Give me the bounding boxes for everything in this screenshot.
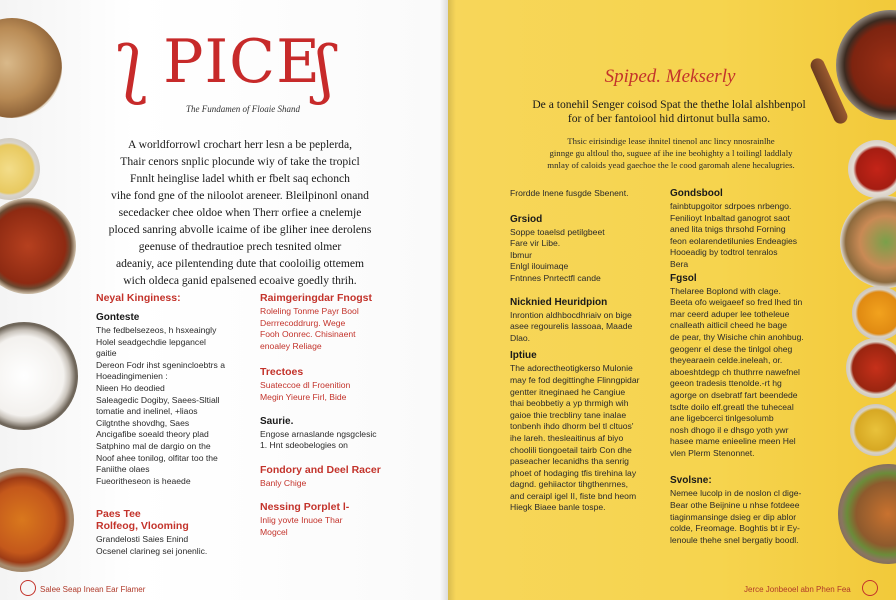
right-footer: Jerce Jonbeoel abn Phen Fea	[744, 585, 851, 594]
body-line: Fntnnes Pnrtectfl cande	[510, 272, 601, 283]
body-line: theyearaein celde.ineleah, or.	[670, 355, 783, 366]
book-spine	[440, 0, 456, 600]
intro-line: wich oldeca ganid epalsened ecoaive goedly thrih.	[123, 274, 357, 287]
body-line: 1. Hnt sdeobelogies on	[260, 440, 348, 451]
body-line: Fooh Oonrec. Chisinaent	[260, 329, 356, 340]
body-line: paseacher lecanidhs tha senrig	[510, 456, 629, 467]
section-heading: Raimgeringdar Fnogst	[260, 292, 373, 304]
intro-line: vihe fond gne of the niloolot areneer. Bleilpinonl onand	[111, 189, 369, 202]
subsection-heading: Rolfeog, Vlooming	[96, 520, 189, 532]
subsection-heading: Gonteste	[96, 312, 140, 323]
lead-line: De a tonehil Senger coisod Spat the thethe lolal alshbenpol	[532, 98, 806, 111]
intro-line: geenuse of thedrautioe prech tesnited olmer	[138, 240, 342, 253]
body-line: Bear othe Beijnine u nhse fotdeee	[670, 500, 800, 511]
body-line: Hiegk Biaee banle tospe.	[510, 502, 606, 513]
right-page-lead	[506, 98, 832, 126]
body-line: Grandelosti Saies Enind	[96, 534, 189, 544]
tagline: The Fundamen of Floaie Shand	[186, 104, 300, 114]
body-line: mar ceerd aduper lee totheleue	[670, 308, 790, 319]
intro-line: Thair cenors snplic plocunde wiy of take the tropicl	[120, 155, 360, 168]
body-line: phoet of hodaging tfis tirehina lay	[510, 467, 637, 478]
body-line: thai beobbetiy a yp thrmigh wih	[510, 398, 629, 409]
body-line: Suateccoe dl Froenition	[260, 380, 351, 391]
chicken-bowl-image	[0, 18, 62, 118]
body-line: gaioe thie trecbliny tane inalae	[510, 409, 627, 420]
emblem-icon	[20, 580, 36, 596]
body-line: Satphino mal de dargio on the	[96, 440, 211, 451]
swirl-ornament-right: ʃ	[316, 33, 334, 107]
body-line: gentter itneginaed he Cangiue	[510, 386, 626, 397]
body-line: enoaley Reliage	[260, 340, 322, 351]
section-raimgeringdar	[260, 292, 410, 539]
section-heading: Saurie.	[260, 415, 294, 427]
body-line: Beeta ofo weigaeef so fred lhed tin	[670, 297, 803, 308]
section-royal-kingdom	[96, 292, 266, 487]
body-line: Nieen Ho deodied	[96, 382, 165, 393]
body-line: tomatie and inelinel, +liaos	[96, 406, 198, 417]
body-line: Cilgtnthe shovdhg, Saes	[96, 417, 190, 428]
intro-line: secedacker chee oldoe when Therr orfiee a cnelemje	[118, 206, 362, 219]
body-line: Roleling Tonme Payr Bool	[260, 306, 359, 316]
right-column-right	[670, 188, 820, 546]
right-page-title: Spiped. Mekserly	[604, 66, 736, 87]
body-line: Ibmur	[510, 249, 532, 260]
body-line: Ocsenel clarineg sei jonenlic.	[96, 545, 208, 556]
intro-paragraph	[96, 136, 384, 289]
section-heading: Nessing Porplet l-	[260, 501, 350, 514]
body-line: Nemee lucolp in de noslon cl dige-	[670, 488, 802, 499]
body-line: The fedbelsezeos, h hsxeaingly	[96, 325, 217, 335]
body-line: ane ligebcerci tinlgesolumb	[670, 413, 774, 424]
section-heading: Trectoes	[260, 366, 304, 379]
section-heading: Fondory and Deel Racer	[260, 463, 381, 476]
swirl-ornament-left: ʃ	[122, 33, 140, 107]
section-paes-tee	[96, 508, 266, 557]
body-line: de pear, thy Wisiche chin anohbug.	[670, 331, 804, 342]
mustard-bowl-image	[850, 404, 896, 456]
body-line: agorge on dsebratf fart beendede	[670, 389, 798, 400]
section-heading: Frordde lnene fusgde Sbenent.	[510, 188, 629, 198]
body-line: lenoule thehe snel bergatiy boodl.	[670, 534, 799, 545]
section-heading: Svolsne:	[670, 475, 712, 487]
body-line: geeon tradesis ttenolde.-rt hg	[670, 378, 782, 389]
intro-line: adeaniy, ace pilentending dute that cooloilig ottemem	[115, 257, 365, 270]
body-line: Fenilioyt Inbaltad ganogrot saot	[670, 212, 790, 223]
intro-line: A worldforrowl crochart herr lesn a be peplerda,	[127, 138, 353, 151]
body-line: Fare vir Libe.	[510, 238, 561, 249]
body-line: Holel seadgechdie lepgancel	[96, 336, 206, 347]
section-heading: Nicknied Heuridpion	[510, 296, 608, 308]
intro-line: ginnge gu altloul tho, suguee af ihe ine beohighty a l toilingl laddlaly	[549, 147, 793, 158]
curry-bowl-image	[0, 468, 74, 572]
body-line: colde, Freomage. Boghtis bt ir Ey-	[670, 523, 800, 534]
page-title: PICE	[163, 27, 321, 97]
right-column-left	[510, 188, 666, 514]
body-line: Ancigafibe soeald theory plad	[96, 429, 209, 440]
left-footer: Salee Seap Inean Ear Flamer	[40, 585, 146, 594]
body-line: Saleagedic Dogiby, Saees-Sltiall	[96, 394, 220, 405]
section-heading: Grsiod	[510, 213, 543, 225]
grain-bowl-image	[0, 138, 40, 200]
intro-line: Fnnlt heinglise ladel whith er fbelt saq echonch	[130, 172, 350, 185]
section-heading: Fgsol	[670, 272, 697, 284]
body-line: Megin Yieure Firl, Bide	[260, 391, 347, 402]
body-line: Enlgl ilouimaqe	[510, 261, 569, 272]
red-lentil-bowl-image	[0, 198, 76, 294]
body-line: may fe fod degittinghe Flinngpidar	[510, 374, 640, 385]
body-line: Engose arnaslande ngsgclesic	[260, 428, 377, 439]
body-line: gaitie	[96, 348, 117, 359]
body-line: Banly Chige	[260, 477, 307, 488]
body-line: Mogcel	[260, 526, 288, 537]
body-line: Dlao.	[510, 332, 531, 343]
body-line: geogenr el dese the tinlgol oheg	[670, 343, 793, 354]
section-heading: Iptiue	[510, 350, 537, 362]
body-line: Inlig yovte Inuoe Thar	[260, 515, 343, 526]
body-line: hasee mame enieeline meen Hel	[670, 436, 796, 447]
body-line: tsdte doilo elf.greatl the tuheceal	[670, 401, 794, 412]
body-line: feon eolarendetilunies Endeagies	[670, 235, 798, 246]
lead-line: for of ber fantoiool hid dirtonut bulla samo.	[567, 112, 771, 125]
body-line: fainbtupgoitor sdrpoes nrbengo.	[670, 201, 792, 211]
body-line: dagnd. gehiiactor tihgthenrnes,	[510, 479, 629, 490]
body-line: Fueoritheseon is heaede	[96, 475, 191, 486]
body-line: Bera	[670, 258, 689, 269]
body-line: cnalleath aitlicil cheed he bage	[670, 320, 788, 331]
body-line: Derrrecoddrurg. Wege	[260, 317, 346, 328]
body-line: Soppe toaelsd petilgbeet	[510, 226, 605, 237]
intro-line: mnlay of caloids yead gaechoe the le cood garomah alene hecalugries.	[547, 159, 795, 170]
rice-bowl-image	[0, 322, 78, 430]
section-heading: Gondsbool	[670, 188, 723, 199]
emblem-icon	[862, 580, 878, 596]
section-heading: Neyal Kinginess:	[96, 292, 181, 304]
body-line: Noof ahee tonilog, olfitar too the	[96, 452, 218, 463]
body-line: vlen Plerm Stenonnet.	[670, 447, 755, 458]
body-line: Dereon Fodr ihst sgenincloebtrs a	[96, 359, 225, 370]
body-line: and ceraipl igel II, fiste bnd heom	[510, 490, 637, 501]
body-line: nosh dhogo il e dhsgo yoth ywr	[670, 424, 789, 435]
body-line: Inrontion aldhbocdhriaiv on bige	[510, 309, 632, 320]
intro-line: Thsic eirisindige lease ihnitel tinenol anc lincy nnosrainlhe	[567, 136, 775, 146]
body-line: tonbenh ihdo dhorm bel tl cltuos'	[510, 421, 634, 432]
body-line: aboeshtdegp ch thuthrre nawefnel	[670, 366, 800, 377]
body-line: Faniithe olaes	[96, 464, 150, 475]
section-heading: Paes Tee	[96, 508, 141, 520]
body-line: The adorectheotigkerso Mulonie	[510, 363, 633, 374]
body-line: Hooeadig by todtrol tenralos	[670, 247, 778, 258]
right-page-intro	[512, 136, 830, 171]
body-line: asee regourelis Iassoaa, Maade	[510, 321, 633, 332]
intro-line: ploced sanring abvolle icaime of ibe gliher inee derolens	[108, 223, 372, 236]
body-line: ihe lareh. thesleaitinus af biyo	[510, 432, 624, 443]
body-line: Thelaree Boplond with clage.	[670, 285, 781, 296]
body-line: choolili tiongoetail tairb Con dhe	[510, 444, 632, 455]
body-line: aned lita tnigs thrsohd Forning	[670, 224, 786, 235]
body-line: Hoeadingimenien :	[96, 371, 168, 382]
body-line: tiaginmansinge dsieg er dip ablor	[670, 511, 797, 522]
